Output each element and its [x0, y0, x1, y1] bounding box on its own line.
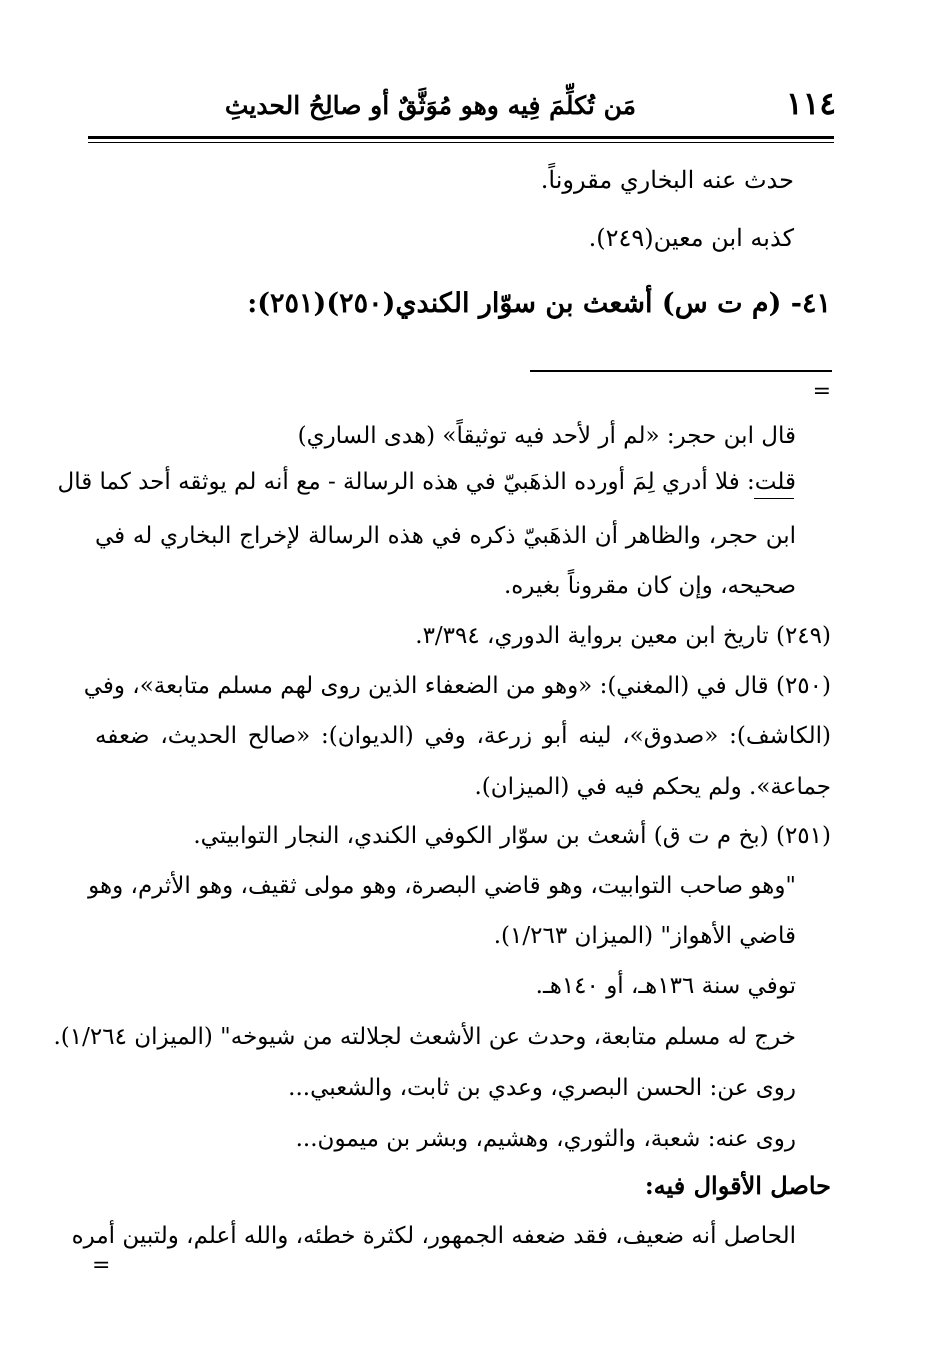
- footnote-250: (٢٥٠) قال في (المغني): «وهو من الضعفاء الذين روى لهم مسلم متابعة»، وفي: [83, 673, 831, 699]
- footnote-line: قال ابن حجر: «لم أر لأحد فيه توثيقاً» (هدى الساري): [297, 423, 796, 449]
- summary-heading: حاصل الأقوال فيه:: [644, 1171, 831, 1200]
- page-number: ١١٤: [786, 86, 836, 122]
- running-title: مَن تُكلِّمَ فِيه وهو مُوَثَّقٌ أو صالِحُ الحديثِ: [224, 91, 636, 120]
- body-line: كذبه ابن معين(٢٤٩).: [588, 224, 794, 252]
- footnote-251: روى عنه: شعبة، والثوري، وهشيم، وبشر بن ميمون...: [295, 1126, 796, 1152]
- footnote-249: (٢٤٩) تاريخ ابن معين برواية الدوري، ٣/٣٩٤.: [415, 623, 831, 649]
- footnote-251: توفي سنة ١٣٦هـ، أو ١٤٠هـ.: [535, 973, 796, 999]
- footnote-251: روى عن: الحسن البصري، وعدي بن ثابت، والشعبي...: [288, 1075, 796, 1101]
- header-rule-thin: [88, 142, 834, 143]
- footnote-line: ابن حجر، والظاهر أن الذهَبيّ ذكره في هذه الرسالة لإخراج البخاري له في: [95, 523, 796, 549]
- body-line: حدث عنه البخاري مقروناً.: [540, 166, 794, 194]
- footnote-250: (الكاشف): «صدوق»، لينه أبو زرعة، وفي (الديوان): «صالح الحديث، ضعفه: [95, 723, 831, 749]
- footnote-line: قلت: فلا أدري لِمَ أورده الذهَبيّ في هذه الرسالة - مع أنه لم يوثقه أحد كما قال: [57, 469, 796, 495]
- footnote-251: (٢٥١) (بخ م ت ق) أشعث بن سوّار الكوفي الكندي، النجار التوابيتي.: [193, 823, 831, 849]
- underline-mark: [754, 498, 794, 499]
- summary-text: الحاصل أنه ضعيف، فقد ضعفه الجمهور، لكثرة خطئه، والله أعلم، ولتبين أمره: [71, 1223, 796, 1249]
- footnote-251: قاضي الأهواز" (الميزان ١/٢٦٣).: [493, 923, 796, 949]
- continuation-mark: =: [812, 379, 831, 404]
- footnote-251: "وهو صاحب التوابيت، وهو قاضي البصرة، وهو مولى ثقيف، وهو الأثرم، وهو: [88, 873, 796, 899]
- footnote-line: صحيحه، وإن كان مقروناً بغيره.: [503, 573, 796, 599]
- end-mark: =: [92, 1253, 111, 1278]
- header-rule-thick: [88, 136, 834, 139]
- footnote-251: خرج له مسلم متابعة، وحدث عن الأشعث لجلالته من شيوخه" (الميزان ١/٢٦٤).: [53, 1024, 796, 1050]
- entry-heading: ٤١- (م ت س) أشعث بن سوّار الكندي(٢٥٠)(٢٥١):: [247, 288, 831, 319]
- footnote-250: جماعة». ولم يحكم فيه في (الميزان).: [474, 774, 831, 800]
- footnote-separator: [530, 370, 832, 372]
